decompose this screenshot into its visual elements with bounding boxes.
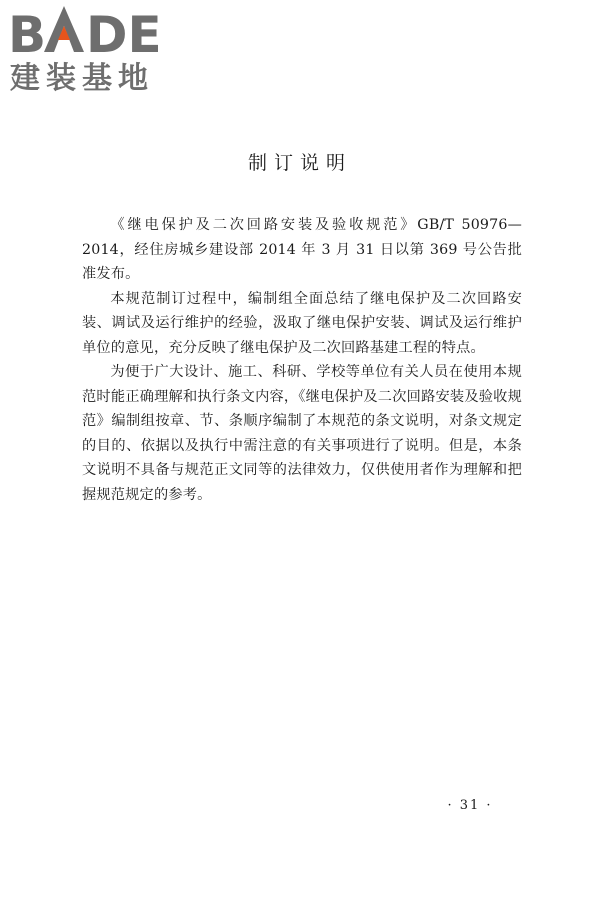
page-number: · 31 ·: [447, 798, 493, 813]
logo-tagline: 建装基地: [10, 61, 154, 94]
document-body: [82, 213, 522, 507]
bade-logo-graphic: [8, 2, 183, 94]
paragraph-2: 本规范制订过程中，编制组全面总结了继电保护及二次回路安装、调试及运行维护的经验，汲取了继电保护安装、调试及运行维护单位的意见，充分反映了继电保护及二次回路基建工程的特点。: [82, 290, 522, 356]
page-title: 制订说明: [247, 152, 352, 174]
paragraph-1: 《继电保护及二次回路安装及验收规范》GB/T 50976—2014，经住房城乡建设部 2014 年 3 月 31 日以第 369 号公告批准发布。: [82, 217, 522, 282]
bade-logo: [8, 2, 183, 94]
logo-letter-b: B: [8, 6, 47, 64]
paragraph-3: 为便于广大设计、施工、科研、学校等单位有关人员在使用本规范时能正确理解和执行条文内容，《继电保护及二次回路安装及验收规范》编制组按章、节、条顺序编制了本规范的条文说明，对条文规定的目的、依据以及执行中需注意的有关事项进行了说明。但是，本条文说明不具备与规范正文同等的法律效力，仅供使用者作为理解和把握规范规定的参考。: [82, 364, 522, 503]
logo-letters-de: DE: [86, 6, 162, 64]
